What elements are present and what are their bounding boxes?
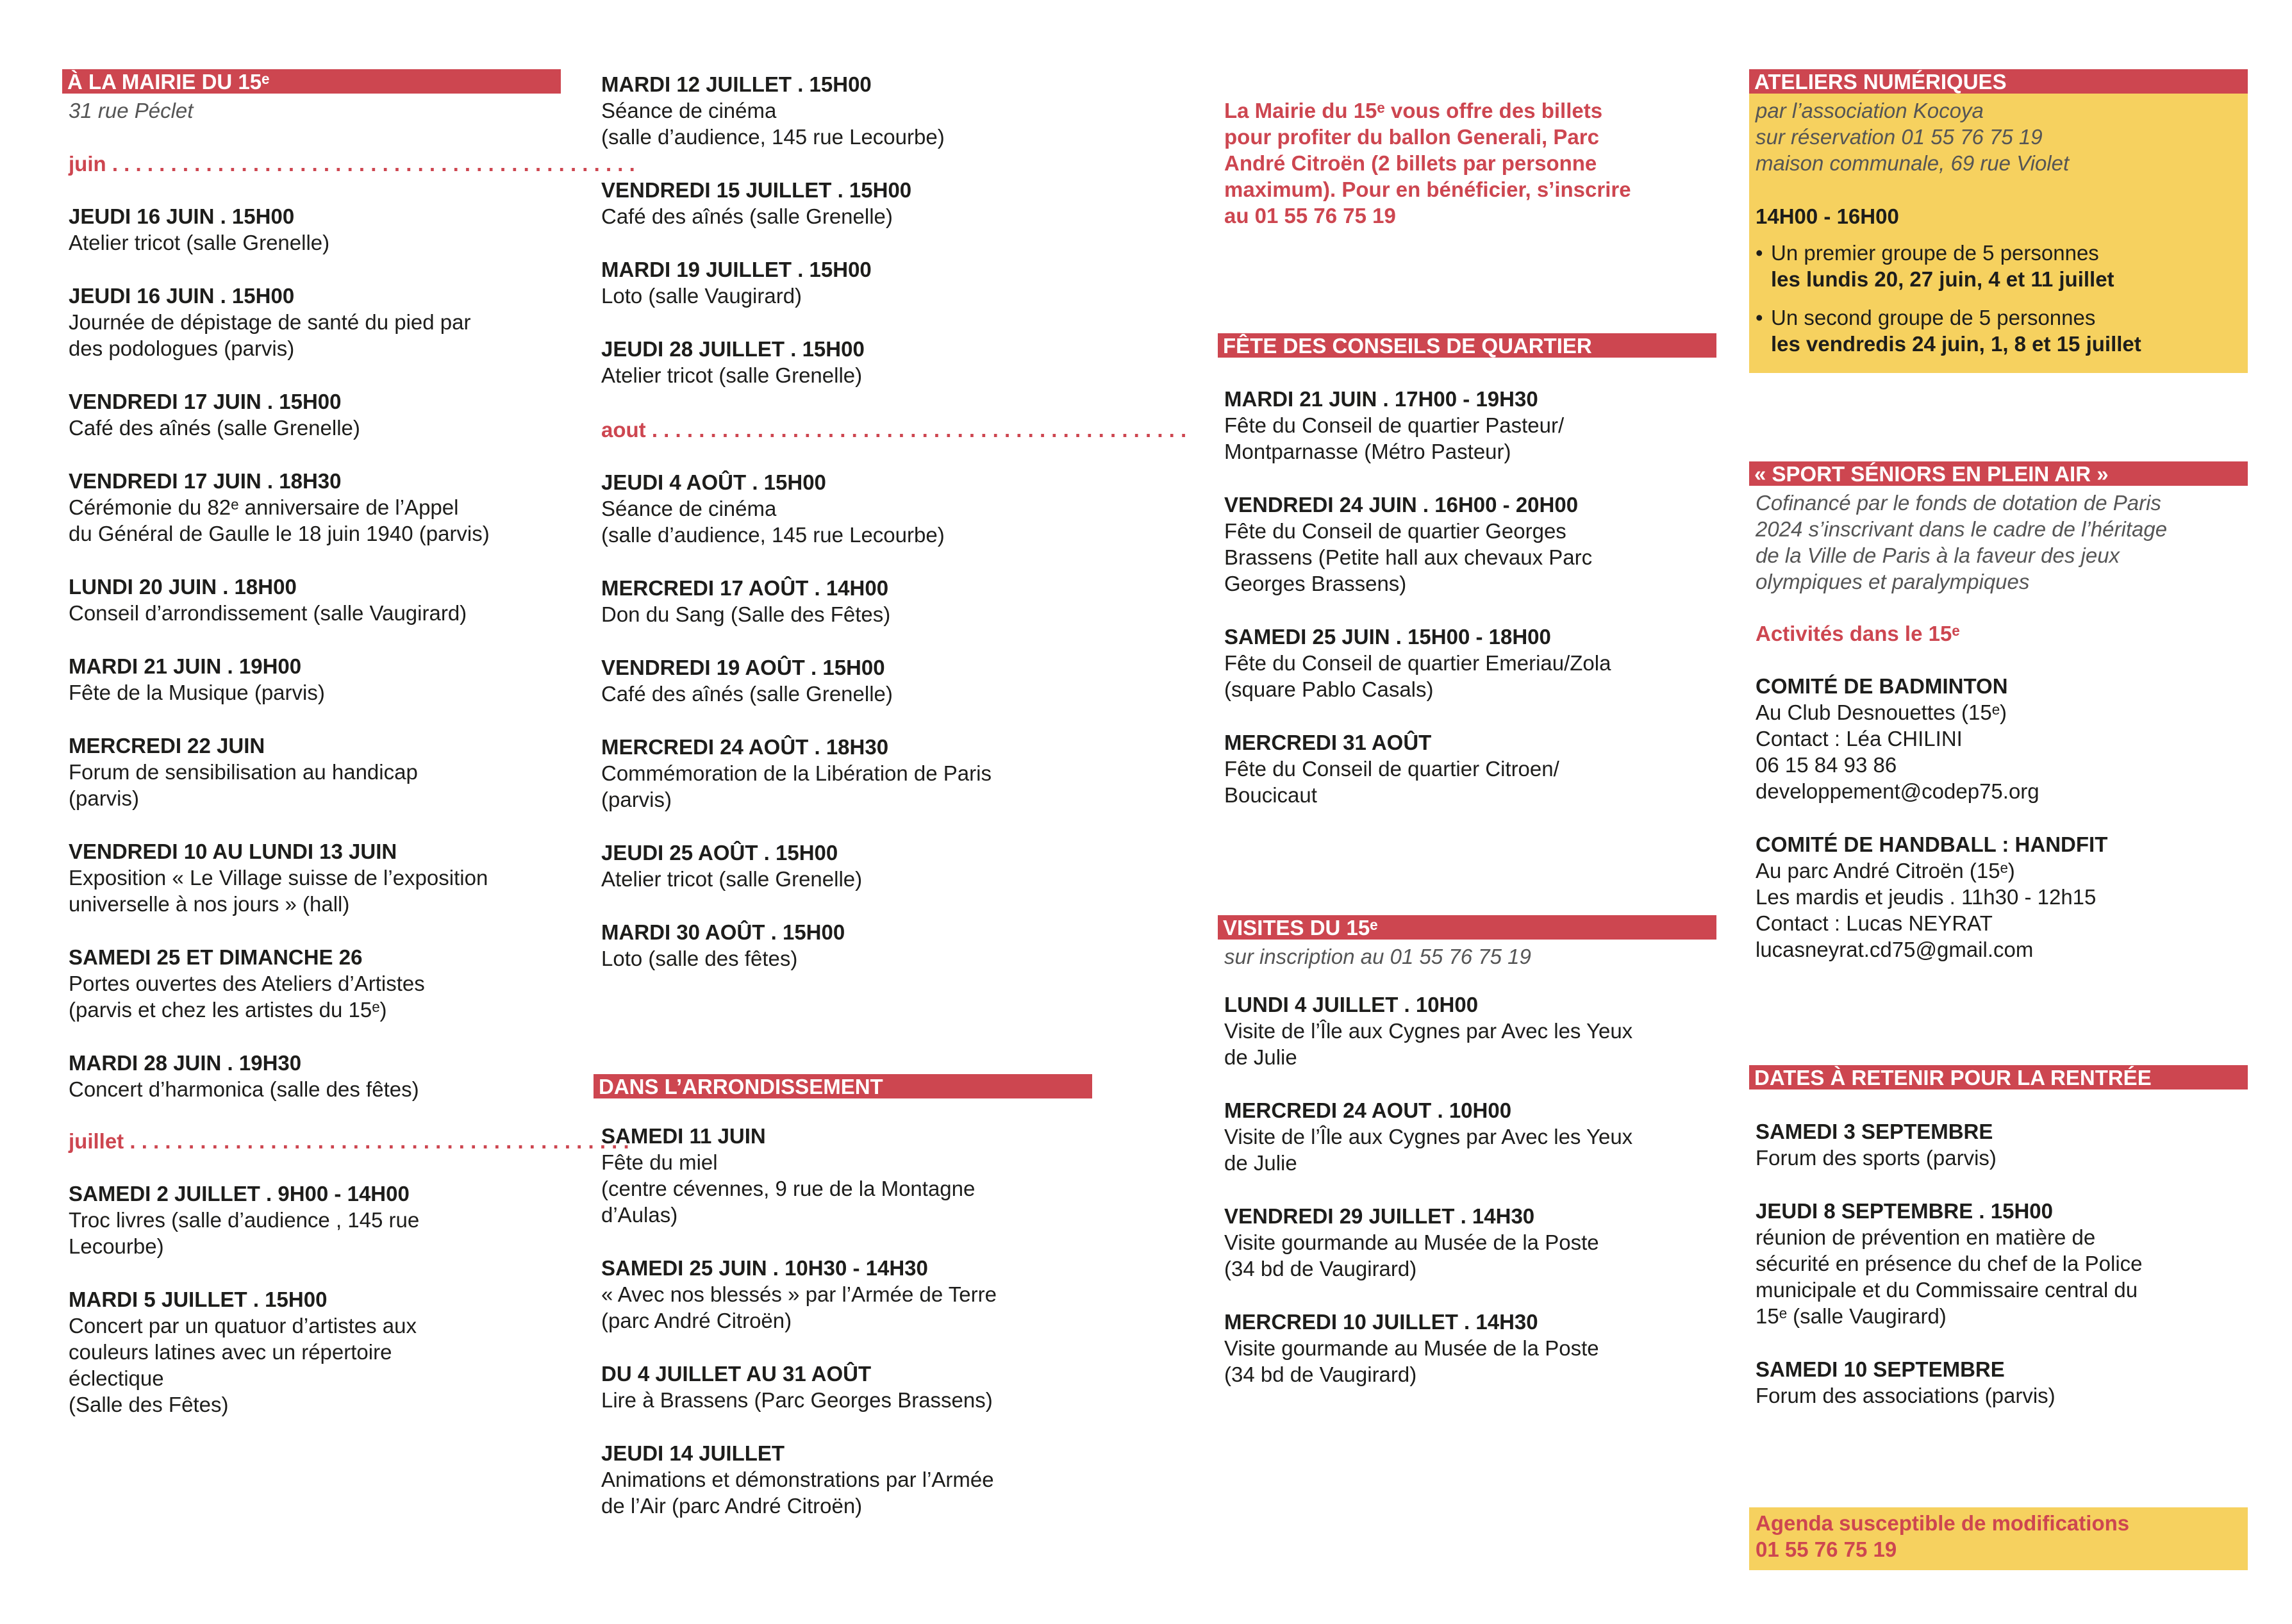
event-detail: Portes ouvertes des Ateliers d’Artistes <box>69 972 425 995</box>
event-detail: (34 bd de Vaugirard) <box>1224 1257 1417 1280</box>
section-header-mairie: À LA MAIRIE DU 15ᵉ <box>62 69 561 94</box>
event-title: JEUDI 28 JUILLET . 15H00 <box>601 337 865 361</box>
month-label: juin <box>69 152 106 176</box>
event-detail: Concert par un quatuor d’artistes aux <box>69 1314 417 1338</box>
event-detail: Cérémonie du 82ᵉ anniversaire de l’Appel <box>69 495 459 519</box>
section-header-arrondissement: DANS L’ARRONDISSEMENT <box>594 1074 1092 1098</box>
event-detail: Georges Brassens) <box>1224 572 1407 595</box>
ateliers-time: 14H00 - 16H00 <box>1756 204 1899 228</box>
event-title: MERCREDI 17 AOÛT . 14H00 <box>601 576 889 600</box>
event-title: MERCREDI 22 JUIN <box>69 734 265 758</box>
event-title: SAMEDI 25 JUIN . 10H30 - 14H30 <box>601 1256 928 1280</box>
event-detail: Fête du Conseil de quartier Georges <box>1224 519 1566 543</box>
visites-subtitle: sur inscription au 01 55 76 75 19 <box>1224 945 1531 968</box>
ateliers-subtitle-line: sur réservation 01 55 76 75 19 <box>1756 125 2043 149</box>
section-header-sport: « SPORT SÉNIORS EN PLEIN AIR » <box>1749 461 2248 486</box>
event-title: JEUDI 16 JUIN . 15H00 <box>69 204 295 228</box>
event-title: SAMEDI 10 SEPTEMBRE <box>1756 1357 2005 1381</box>
activites-label: Activités dans le 15ᵉ <box>1756 622 1960 645</box>
event-detail: universelle à nos jours » (hall) <box>69 892 350 916</box>
month-divider-juillet: juillet . . . . . . . . . . . . . . . . . . . . . . . . . . . . . . . . . . . . . . . . . . . <box>69 1129 629 1153</box>
event-detail: Café des aînés (salle Grenelle) <box>69 416 360 440</box>
event-detail: (Salle des Fêtes) <box>69 1393 229 1416</box>
event-detail: Au parc André Citroën (15ᵉ) <box>1756 859 2015 882</box>
event-detail: « Avec nos blessés » par l’Armée de Terre <box>601 1282 997 1306</box>
event-detail: Fête du Conseil de quartier Emeriau/Zola <box>1224 651 1611 675</box>
event-detail: Conseil d’arrondissement (salle Vaugirard) <box>69 601 467 625</box>
event-title: SAMEDI 25 JUIN . 15H00 - 18H00 <box>1224 625 1551 649</box>
section-header-ateliers: ATELIERS NUMÉRIQUES <box>1749 69 2248 94</box>
event-detail: municipale et du Commissaire central du <box>1756 1278 2138 1302</box>
event-title: MARDI 21 JUIN . 19H00 <box>69 654 302 678</box>
event-detail: Au Club Desnouettes (15ᵉ) <box>1756 700 2007 724</box>
month-divider-juin: juin . . . . . . . . . . . . . . . . . . . . . . . . . . . . . . . . . . . . . . . . . . . . . <box>69 152 635 176</box>
event-detail: sécurité en présence du chef de la Police <box>1756 1252 2143 1275</box>
event-detail: (salle d’audience, 145 rue Lecourbe) <box>601 125 945 149</box>
ateliers-subtitle-line: par l’association Kocoya <box>1756 99 1984 122</box>
event-detail: Loto (salle Vaugirard) <box>601 284 802 308</box>
sport-subtitle-line: Cofinancé par le fonds de dotation de Paris <box>1756 491 2161 515</box>
event-title: VENDREDI 17 JUIN . 15H00 <box>69 390 342 413</box>
event-detail: Commémoration de la Libération de Paris <box>601 761 992 785</box>
event-detail: du Général de Gaulle le 18 juin 1940 (parvis) <box>69 522 490 545</box>
promo-line: La Mairie du 15ᵉ vous offre des billets <box>1224 99 1603 122</box>
event-title: JEUDI 25 AOÛT . 15H00 <box>601 841 838 865</box>
event-detail: Forum des associations (parvis) <box>1756 1384 2055 1407</box>
event-detail: Forum de sensibilisation au handicap <box>69 760 418 784</box>
event-detail: Lecourbe) <box>69 1234 164 1258</box>
event-detail: (centre cévennes, 9 rue de la Montagne <box>601 1177 976 1200</box>
event-detail: developpement@codep75.org <box>1756 779 2039 803</box>
event-detail: (parvis) <box>601 788 672 811</box>
event-detail: lucasneyrat.cd75@gmail.com <box>1756 938 2034 961</box>
event-detail: de Julie <box>1224 1151 1297 1175</box>
ateliers-subtitle-line: maison communale, 69 rue Violet <box>1756 151 2070 175</box>
event-title: VENDREDI 15 JUILLET . 15H00 <box>601 178 912 202</box>
event-detail: Café des aînés (salle Grenelle) <box>601 682 893 706</box>
event-title: VENDREDI 24 JUIN . 16H00 - 20H00 <box>1224 493 1579 517</box>
event-detail: (parc André Citroën) <box>601 1309 792 1332</box>
event-title: JEUDI 16 JUIN . 15H00 <box>69 284 295 308</box>
event-detail: de l’Air (parc André Citroën) <box>601 1494 863 1518</box>
event-detail: Lire à Brassens (Parc Georges Brassens) <box>601 1388 993 1412</box>
event-detail: (34 bd de Vaugirard) <box>1224 1363 1417 1386</box>
promo-line: au 01 55 76 75 19 <box>1224 204 1396 228</box>
event-title: VENDREDI 17 JUIN . 18H30 <box>69 469 342 493</box>
event-detail: Concert d’harmonica (salle des fêtes) <box>69 1077 419 1101</box>
event-title: MARDI 30 AOÛT . 15H00 <box>601 920 845 944</box>
event-title: MARDI 12 JUILLET . 15H00 <box>601 72 872 96</box>
event-detail: Les mardis et jeudis . 11h30 - 12h15 <box>1756 885 2097 909</box>
event-title: JEUDI 8 SEPTEMBRE . 15H00 <box>1756 1199 2053 1223</box>
footer-line2: 01 55 76 75 19 <box>1756 1537 1897 1561</box>
section-header-dates: DATES À RETENIR POUR LA RENTRÉE <box>1749 1065 2248 1090</box>
event-detail: Fête de la Musique (parvis) <box>69 681 325 704</box>
event-detail: Visite de l’Île aux Cygnes par Avec les Yeux <box>1224 1125 1633 1148</box>
event-detail: Journée de dépistage de santé du pied par <box>69 310 471 334</box>
event-title: SAMEDI 3 SEPTEMBRE <box>1756 1120 1993 1143</box>
event-detail: (salle d’audience, 145 rue Lecourbe) <box>601 523 945 547</box>
event-title: SAMEDI 11 JUIN <box>601 1124 766 1148</box>
event-title: LUNDI 4 JUILLET . 10H00 <box>1224 993 1479 1016</box>
promo-line: pour profiter du ballon Generali, Parc <box>1224 125 1599 149</box>
event-detail: Atelier tricot (salle Grenelle) <box>69 231 330 254</box>
event-title: MERCREDI 24 AOÛT . 18H30 <box>601 735 889 759</box>
month-label: juillet <box>69 1129 124 1153</box>
month-divider-aout: aout . . . . . . . . . . . . . . . . . . . . . . . . . . . . . . . . . . . . . . . . . . . . . . <box>601 418 1187 442</box>
event-detail: Visite gourmande au Musée de la Poste <box>1224 1230 1599 1254</box>
event-title: VENDREDI 29 JUILLET . 14H30 <box>1224 1204 1535 1228</box>
group2-bullet: • <box>1756 306 1763 329</box>
sport-subtitle-line: olympiques et paralympiques <box>1756 570 2030 593</box>
event-detail: Exposition « Le Village suisse de l’exposition <box>69 866 488 890</box>
event-title: JEUDI 14 JUILLET <box>601 1441 785 1465</box>
event-detail: Contact : Lucas NEYRAT <box>1756 911 1993 935</box>
event-title: SAMEDI 2 JUILLET . 9H00 - 14H00 <box>69 1182 410 1206</box>
event-detail: (parvis et chez les artistes du 15ᵉ) <box>69 998 387 1022</box>
promo-line: maximum). Pour en bénéficier, s’inscrire <box>1224 178 1631 201</box>
event-detail: Forum des sports (parvis) <box>1756 1146 1997 1170</box>
event-detail: de Julie <box>1224 1045 1297 1069</box>
event-detail: éclectique <box>69 1366 164 1390</box>
event-detail: Contact : Léa CHILINI <box>1756 727 1963 750</box>
event-detail: Troc livres (salle d’audience , 145 rue <box>69 1208 420 1232</box>
group1-line2: les lundis 20, 27 juin, 4 et 11 juillet <box>1771 267 2114 291</box>
event-title: MARDI 28 JUIN . 19H30 <box>69 1051 302 1075</box>
event-title: LUNDI 20 JUIN . 18H00 <box>69 575 297 599</box>
month-label: aout <box>601 418 646 442</box>
event-detail: 06 15 84 93 86 <box>1756 753 1897 777</box>
event-detail: Loto (salle des fêtes) <box>601 947 798 970</box>
event-title: COMITÉ DE HANDBALL : HANDFIT <box>1756 833 2108 856</box>
event-title: SAMEDI 25 ET DIMANCHE 26 <box>69 945 363 969</box>
event-detail: Visite de l’Île aux Cygnes par Avec les Yeux <box>1224 1019 1633 1043</box>
event-detail: Don du Sang (Salle des Fêtes) <box>601 602 891 626</box>
footer-line1: Agenda susceptible de modifications <box>1756 1511 2130 1535</box>
group1-line1: Un premier groupe de 5 personnes <box>1771 241 2099 265</box>
event-title: MARDI 5 JUILLET . 15H00 <box>69 1288 328 1311</box>
mairie-address: 31 rue Péclet <box>69 99 194 122</box>
event-title: DU 4 JUILLET AU 31 AOÛT <box>601 1362 872 1386</box>
event-detail: Montparnasse (Métro Pasteur) <box>1224 440 1511 463</box>
event-title: MERCREDI 10 JUILLET . 14H30 <box>1224 1310 1538 1334</box>
event-detail: Brassens (Petite hall aux chevaux Parc <box>1224 545 1593 569</box>
event-title: COMITÉ DE BADMINTON <box>1756 674 2008 698</box>
event-detail: Atelier tricot (salle Grenelle) <box>601 867 863 891</box>
group2-line1: Un second groupe de 5 personnes <box>1771 306 2096 329</box>
event-detail: Fête du Conseil de quartier Pasteur/ <box>1224 413 1565 437</box>
event-detail: réunion de prévention en matière de <box>1756 1225 2096 1249</box>
event-detail: Fête du Conseil de quartier Citroen/ <box>1224 757 1559 781</box>
sport-subtitle-line: de la Ville de Paris à la faveur des jeux <box>1756 543 2120 567</box>
event-title: VENDREDI 19 AOÛT . 15H00 <box>601 656 885 679</box>
event-detail: Animations et démonstrations par l’Armée <box>601 1468 994 1491</box>
event-detail: Fête du miel <box>601 1150 718 1174</box>
event-detail: (square Pablo Casals) <box>1224 677 1434 701</box>
group1-bullet: • <box>1756 241 1763 265</box>
event-title: MARDI 19 JUILLET . 15H00 <box>601 258 872 281</box>
group2-line2: les vendredis 24 juin, 1, 8 et 15 juillet <box>1771 332 2141 356</box>
event-detail: des podologues (parvis) <box>69 336 295 360</box>
section-header-fete-conseils: FÊTE DES CONSEILS DE QUARTIER <box>1218 333 1716 358</box>
event-title: VENDREDI 10 AU LUNDI 13 JUIN <box>69 840 397 863</box>
event-detail: (parvis) <box>69 786 140 810</box>
section-header-visites: VISITES DU 15ᵉ <box>1218 915 1716 940</box>
event-title: MERCREDI 31 AOÛT <box>1224 731 1432 754</box>
event-detail: d’Aulas) <box>601 1203 678 1227</box>
event-detail: couleurs latines avec un répertoire <box>69 1340 392 1364</box>
event-title: MARDI 21 JUIN . 17H00 - 19H30 <box>1224 387 1538 411</box>
event-detail: Café des aînés (salle Grenelle) <box>601 204 893 228</box>
event-title: MERCREDI 24 AOUT . 10H00 <box>1224 1098 1512 1122</box>
event-detail: 15ᵉ (salle Vaugirard) <box>1756 1304 1947 1328</box>
event-detail: Boucicaut <box>1224 783 1317 807</box>
event-detail: Séance de cinéma <box>601 497 777 520</box>
promo-line: André Citroën (2 billets par personne <box>1224 151 1597 175</box>
event-detail: Séance de cinéma <box>601 99 777 122</box>
event-title: JEUDI 4 AOÛT . 15H00 <box>601 470 826 494</box>
sport-subtitle-line: 2024 s’inscrivant dans le cadre de l’héritage <box>1756 517 2168 541</box>
event-detail: Visite gourmande au Musée de la Poste <box>1224 1336 1599 1360</box>
event-detail: Atelier tricot (salle Grenelle) <box>601 363 863 387</box>
